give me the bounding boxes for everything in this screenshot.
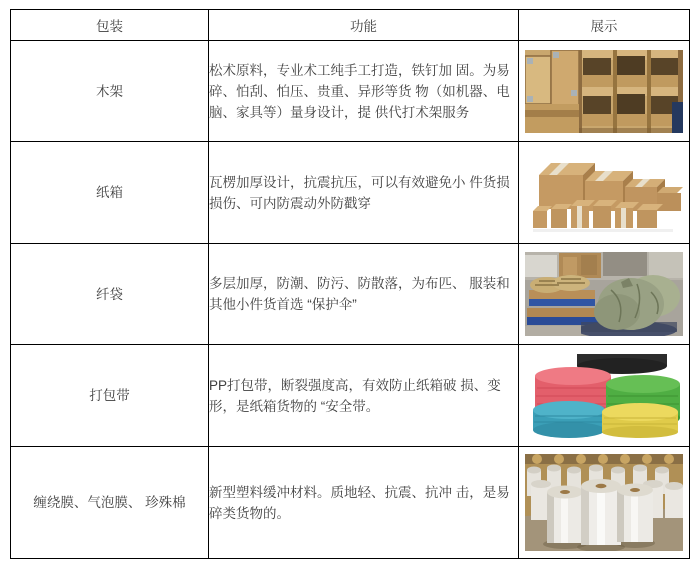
table-row bbox=[11, 41, 690, 142]
woven-bags-photo bbox=[525, 252, 683, 336]
function-text: 瓦楞加厚设计，抗震抗压，可以有效避免小 件货损损伤、可内防震动外防戳穿 bbox=[209, 142, 519, 244]
packaging-name: 纸箱 bbox=[11, 142, 209, 244]
function-text: 新型塑料缓冲材料。质地轻、抗震、抗冲 击，是易碎类货物的。 bbox=[209, 447, 519, 559]
table-row bbox=[11, 345, 690, 447]
table-row bbox=[11, 447, 690, 559]
header-row bbox=[11, 10, 690, 41]
display-image-cell bbox=[519, 142, 690, 244]
packaging-name: 木架 bbox=[11, 41, 209, 142]
strapping-rolls-photo bbox=[525, 354, 683, 438]
wooden-crates-photo bbox=[525, 50, 683, 133]
packaging-name: 纤袋 bbox=[11, 244, 209, 345]
function-text: 松术原料，专业术工纯手工打造，铁钉加 固。为易碎、怕刮、怕压、贵重、异形等货 物（如机器、电脑、家具等）量身设计，提 供代打术架服务 bbox=[209, 41, 519, 142]
packaging-name: 打包带 bbox=[11, 345, 209, 447]
header-packaging: 包装 bbox=[11, 10, 209, 41]
packaging-name: 缠绕膜、气泡膜、 珍殊棉 bbox=[11, 447, 209, 559]
table-row bbox=[11, 244, 690, 345]
display-image-cell bbox=[519, 41, 690, 142]
header-display: 展示 bbox=[519, 10, 690, 41]
header-function: 功能 bbox=[209, 10, 519, 41]
cardboard-boxes-photo bbox=[525, 151, 683, 235]
stretch-film-photo bbox=[525, 454, 683, 551]
function-text: PP打包带，断裂强度高，有效防止纸箱破 损、变形，是纸箱货物的 “安全带。 bbox=[209, 345, 519, 447]
display-image-cell bbox=[519, 244, 690, 345]
display-image-cell bbox=[519, 447, 690, 559]
function-text: 多层加厚，防潮、防污、防散落，为布匹、 服装和其他小件货首选 “保护伞” bbox=[209, 244, 519, 345]
packaging-info-table bbox=[10, 9, 690, 559]
table-row bbox=[11, 142, 690, 244]
display-image-cell bbox=[519, 345, 690, 447]
